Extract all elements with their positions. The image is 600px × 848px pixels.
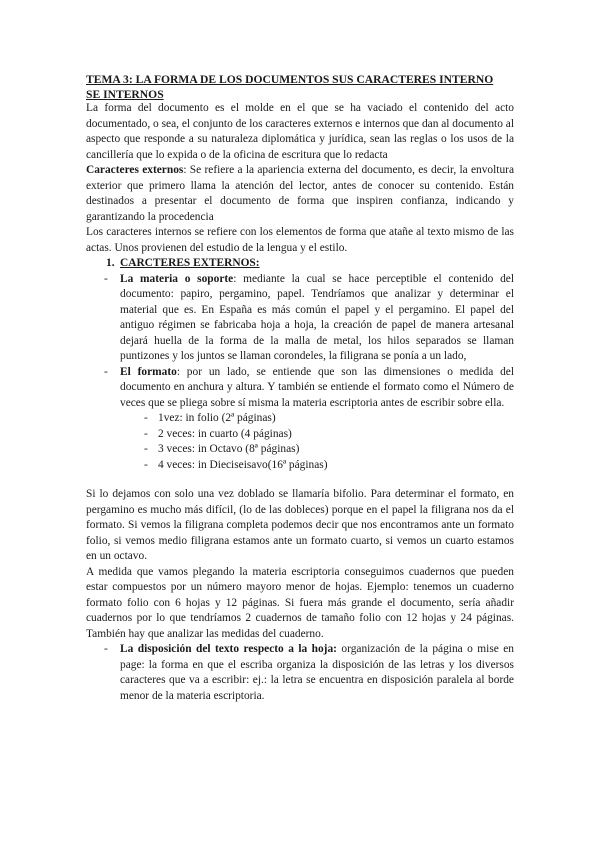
external-characters-term: Caracteres externos (86, 164, 184, 176)
section-heading (106, 256, 514, 272)
formato-term: El formato (120, 365, 177, 378)
format-item-text: 4 veces: in Dieciseisavo(16ª páginas) (158, 458, 328, 471)
disposicion-term: La disposición del texto respecto a la hoja: (120, 643, 337, 655)
format-item (86, 411, 514, 427)
bullet-formato (86, 365, 514, 412)
materia-text: : mediante la cual se hace perceptible el contenido del documento: papiro, pergamino, papel. Tendríamos que analizar y determinar el material que es. En España es más común el papel y el pergamino. El papel del antiguo régimen se fabricaba hoja a hoja, la creación de papel de manera artesanal dejará huella de la forma de la malla de metal, los hilos separados se llaman puntizones y los juntos se llaman corondeles, la filigrana se ponía a un lado, (120, 272, 515, 362)
bullet-dash: - (144, 412, 148, 424)
section-title: CARCTERES EXTERNOS: (120, 257, 260, 269)
external-characters-definition: : Se refiere a la apariencia externa del documento, es decir, la envoltura exterior que primero llama la atención del lector, antes de conocer su contenido. Están destinados a presentar el documento de forma que inspiren confianza, indicando y garantizando la procedencia (86, 164, 515, 223)
format-item-text: 1vez: in folio (2ª páginas) (158, 412, 276, 424)
format-item (86, 442, 514, 458)
format-item-text: 3 veces: in Octavo (8ª páginas) (158, 443, 300, 455)
internal-characters-paragraph: Los caracteres internos se refiere con los elementos de forma que atañe al texto mismo de las actas. Unos provienen del estudio de la lengua y el estilo. (86, 226, 514, 254)
format-item (86, 427, 514, 443)
section-number: 1. (106, 257, 115, 269)
format-item-text: 2 veces: in cuarto (4 páginas) (158, 427, 292, 440)
format-item (86, 458, 514, 474)
title-line-1: TEMA 3: LA FORMA DE LOS DOCUMENTOS SUS CARACTERES INTERNO (86, 73, 494, 86)
external-characters-paragraph (86, 163, 514, 225)
bullet-dash: - (144, 427, 148, 440)
bullet-dash: - (104, 272, 108, 285)
formato-text: : por un lado, se entiende que son las dimensiones o medida del documento en anchura y altura. Y también se entiende el formato como el Número de veces que se pliega sobre sí misma la materia escriptoria antes de escribir sobre ella. (120, 365, 515, 409)
disposicion-text: organización de la página o mise en page: la forma en que el escriba organiza la disposición de las letras y los diversos caracteres que va a escribir: ej.: la letra se encuentra en disposición paralela al borde menor de la materia escriptoria. (120, 643, 515, 702)
document-title (86, 72, 526, 102)
title-line-2: SE INTERNOS (86, 88, 164, 101)
materia-term: La materia o soporte (120, 272, 234, 285)
bullet-dash: - (144, 458, 148, 471)
blank-line (86, 473, 514, 487)
cuadernos-paragraph: A medida que vamos plegando la materia escriptoria conseguimos cuadernos que pueden estar compuestos por un número mayoro menor de hojas. Ejemplo: tenemos un cuaderno formato folio con 6 hojas y 12 páginas. Si fuera más grande el documento, sería añadir cuadernos por lo que tendríamos 2 cuadernos de tamaño folio con 12 hojas y 24 páginas. También hay que analizar las medidas del cuaderno. (86, 565, 514, 640)
bullet-materia (86, 272, 514, 365)
bullet-dash: - (144, 443, 148, 455)
bullet-disposicion (86, 642, 514, 704)
bullet-dash: - (104, 643, 108, 655)
bifolio-paragraph: Si lo dejamos con solo una vez doblado se llamaría bifolio. Para determinar el formato, en pergamino es mucho más difícil, (lo de las dobleces) porque en el papel la filigrana nos da el formato. Si vemos la filigrana completa podemos decir que nos encontramos ante un formato folio, si vemos medio filigrana estamos ante un formato cuarto, si vemos un cuarto estamos en un octavo. (86, 488, 514, 562)
bullet-dash: - (104, 365, 108, 378)
document-body (86, 101, 514, 704)
intro-paragraph: La forma del documento es el molde en el que se ha vaciado el contenido del acto documentado, o sea, el conjunto de los caracteres externos e internos que dan al documento al aspecto que responde a su naturaleza diplomática y jurídica, sean las reglas o los usos de la cancillería que lo expida o de la oficina de escritura que lo redacta (86, 102, 514, 161)
